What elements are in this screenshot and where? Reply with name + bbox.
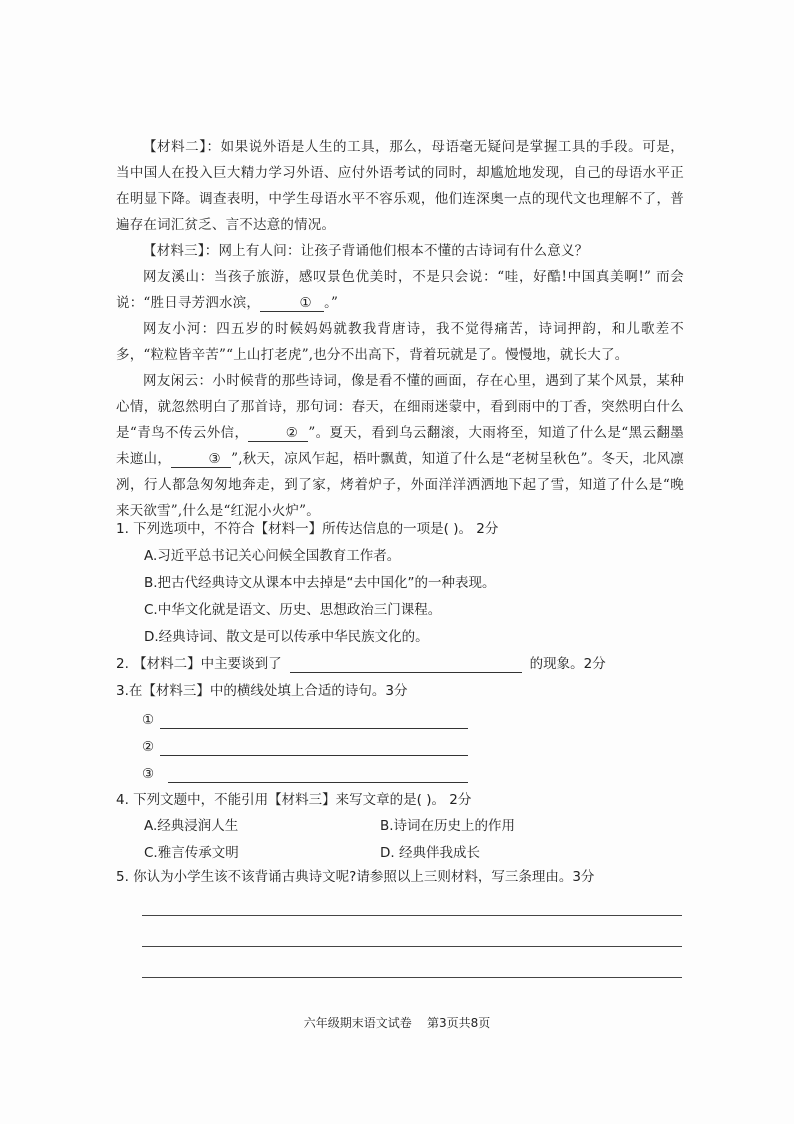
q4-option-c[interactable]: C.雅言传承文明 — [144, 845, 239, 861]
post-xianyun-text-a: 网友闲云：小时候背的那些诗词，像是看不懂的画面，存在心里，遇到了某个风景，某种心情，就忽然明白了那首诗，那句词：春天，在细雨迷蒙中，看到雨中的丁香，突然明白什么是“青鸟不传云外信， — [116, 373, 684, 441]
material3-post-xiaohe — [116, 316, 684, 368]
q3-blank-row-3[interactable] — [142, 763, 468, 785]
material3-label: 【材料三】 — [143, 243, 205, 259]
q5-stem: 5. 你认为小学生该不该背诵古典诗文呢?请参照以上三则材料，写三条理由。3分 — [116, 869, 595, 885]
q3-mark-2: ② — [142, 739, 155, 755]
post-xianyun-text-b: ”。夏天，看到乌云翻滚，大雨将至，知道了什么是“黑云翻墨未遮山， — [116, 425, 684, 467]
q2-stem — [116, 653, 606, 675]
q3-blank-row-1[interactable] — [142, 709, 468, 731]
q5-answer-line-2[interactable] — [142, 946, 682, 947]
q3-mark-3: ③ — [142, 766, 155, 782]
material2-paragraph — [116, 134, 684, 238]
q3-mark-1: ① — [142, 712, 155, 728]
material3-question: ：网上有人问：让孩子背诵他们根本不懂的古诗词有什么意义？ — [204, 243, 589, 259]
q2-answer-blank[interactable] — [290, 656, 522, 673]
q3-blank-row-2[interactable] — [142, 736, 468, 758]
q3-stem: 3.在【材料三】中的横线处填上合适的诗句。3分 — [116, 683, 408, 699]
post-xianyun-text-c: ”,秋天，凉风乍起，梧叶飘黄，知道了什么是“老树呈秋色”。冬天，北风凛冽，行人都急匆匆地奔走，到了家，烤着炉子，外面洋洋洒洒地下起了雪，知道了什么是“晚来天欲雪”,什么是“红泥小火炉”。 — [116, 451, 684, 519]
post-xishan-text: 网友溪山：当孩子旅游，感叹景色优美时，不是只会说：“哇，好酷!中国真美啊!” 而会说：“胜日寻芳泗水滨， — [116, 269, 684, 311]
post-xishan-end: 。” — [324, 295, 339, 311]
q1-stem: 1. 下列选项中，不符合【材料一】所传达信息的一项是( )。 2分 — [116, 521, 499, 537]
q2-stem-b: 的现象。2分 — [529, 656, 606, 672]
q4-option-d[interactable]: D. 经典伴我成长 — [380, 845, 480, 861]
material2-text: ：如果说外语是人生的工具，那么，母语毫无疑问是掌握工具的手段。可是，当中国人在投入巨大精力学习外语、应付外语考试的同时，却尴尬地发现，自己的母语水平正在明显下降。调查表明，中学生母语水平不容乐观，他们连深奥一点的现代文也理解不了，普遍存在词汇贫乏、言不达意的情况。 — [116, 139, 684, 233]
q1-option-c[interactable]: C.中华文化就是语文、历史、思想政治三门课程。 — [144, 602, 442, 618]
material3-post-xishan — [116, 264, 684, 316]
post-xiaohe-text: 网友小河：四五岁的时候妈妈就教我背唐诗，我不觉得痛苦，诗词押韵，和儿歌差不多，“粒粒皆辛苦”“上山打老虎”,也分不出高下，背着玩就是了。慢慢地，就长大了。 — [116, 321, 684, 363]
q2-stem-a: 2. 【材料二】中主要谈到了 — [116, 656, 282, 672]
material3-heading — [116, 238, 684, 264]
q5-answer-line-3[interactable] — [142, 977, 682, 978]
q5-answer-line-1[interactable] — [142, 915, 682, 916]
page-footer: 六年级期末语文试卷 第3页共8页 — [303, 1016, 491, 1030]
material3-post-xianyun — [116, 368, 684, 524]
q1-option-b[interactable]: B.把古代经典诗文从课本中去掉是“去中国化”的一种表现。 — [144, 575, 496, 591]
q1-option-a[interactable]: A.习近平总书记关心问候全国教育工作者。 — [144, 548, 401, 564]
q4-option-b[interactable]: B.诗词在历史上的作用 — [380, 818, 516, 834]
blank-2: ② — [248, 425, 308, 442]
q4-stem: 4. 下列文题中，不能引用【材料三】来写文章的是( )。 2分 — [116, 792, 472, 808]
blank-1: ① — [260, 295, 324, 312]
q4-option-a[interactable]: A.经典浸润人生 — [144, 818, 239, 834]
q1-option-d[interactable]: D.经典诗词、散文是可以传承中华民族文化的。 — [144, 629, 429, 645]
blank-3: ③ — [171, 451, 231, 468]
material2-label: 【材料二】 — [143, 139, 207, 155]
